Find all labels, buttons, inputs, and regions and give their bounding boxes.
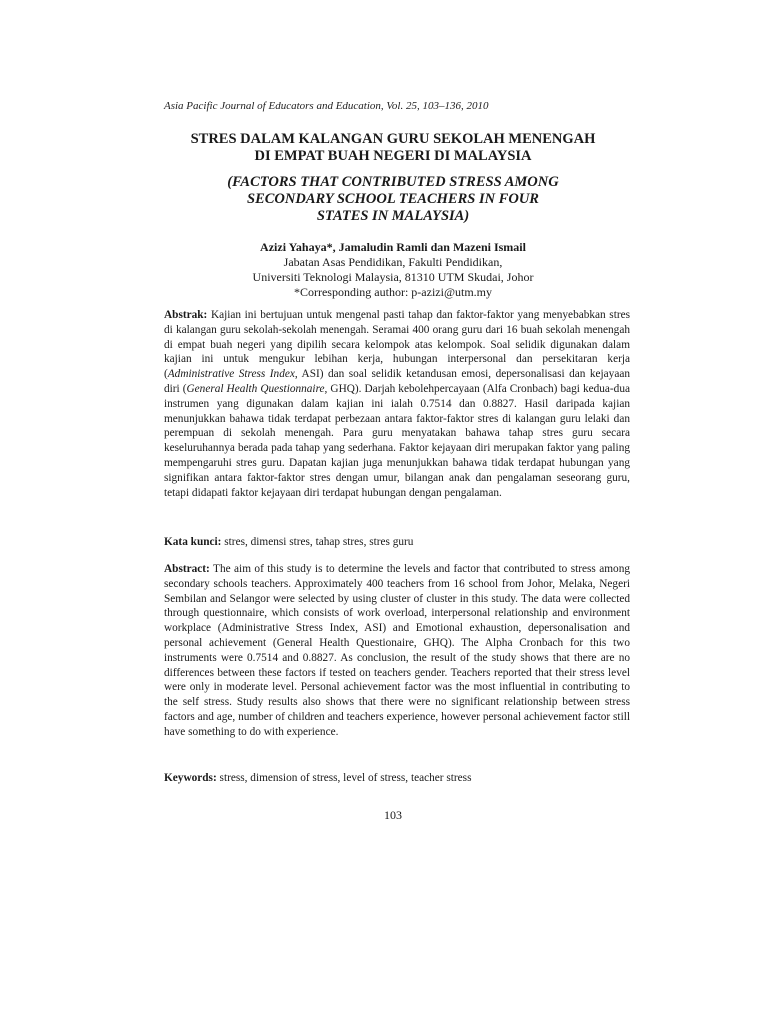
abstract-text: The aim of this study is to determine the levels and factor that contributed to stress among secondary schools teachers. Approximately 400 teachers from 16 school from Johor, Melaka, Negeri Sembilan and Selangor were selected by using cluster of cluster in this study. The data were collected through questionnaire, which consists of work overload, interpersonal relationship and environment workplace (Administrative Stress Index, ASI) and Emotional exhaustion, depersonalisation and personal achievement (General Health Questionaire, GHQ). The Alpha Cronbach for this two instruments were 0.7514 and 0.8827. As conclusion, the result of the study shows that there are no differences between these factors if tested on teachers gender. Teachers reported that their stress level were only in moderate level. Personal achievement factor was the most influential in contributing to the self stress. Study results also shows that there were no significant relationship between stress factors and age, number of children and teachers experience, however personal achievement factor still have something to do with experience.	[164, 563, 630, 738]
abstrak-text-1: Kajian ini bertujuan untuk mengenal pasti tahap dan faktor-faktor yang menyebabkan stres di kalangan guru sekolah-sekolah menengah. Seramai 400 orang guru dari 16 buah sekolah menengah di empat buah negeri yang dipilih secara kelompok atas kelompok. Soal selidik digunakan dalam kajian ini untuk mengukur lebihan kerja, hubungan interpersonal dan persekitaran kerja (	[164, 309, 631, 381]
affiliation	[150, 255, 636, 300]
abstrak-paragraph	[164, 308, 630, 500]
abstrak-label: Abstrak:	[164, 309, 208, 321]
kata-kunci	[164, 535, 630, 550]
abstrak-italic-asi: Administrative Stress Index	[167, 368, 295, 381]
keywords-label: Keywords:	[164, 772, 217, 784]
title-malay	[150, 131, 636, 165]
abstrak-italic-ghq: General Health Questionnaire,	[186, 382, 328, 395]
keywords	[164, 771, 630, 786]
title-english-line-2: SECONDARY SCHOOL TEACHERS IN FOUR	[247, 191, 539, 207]
kata-kunci-text: stres, dimensi stres, tahap stres, stres guru	[224, 536, 414, 548]
keywords-text: stress, dimension of stress, level of stress, teacher stress	[219, 772, 472, 784]
corresponding-author: *Corresponding author: p-azizi@utm.my	[293, 285, 492, 299]
title-english-line-3: STATES IN MALAYSIA)	[316, 208, 470, 224]
affiliation-line-1: Jabatan Asas Pendidikan, Fakulti Pendidikan,	[283, 255, 503, 269]
authors: Azizi Yahaya*, Jamaludin Ramli dan Mazeni Ismail	[260, 240, 526, 254]
title-english	[150, 174, 636, 225]
abstract-label: Abstract:	[164, 563, 210, 575]
abstract-paragraph	[164, 562, 630, 740]
abstrak-text-3: GHQ). Darjah kebolehpercayaan (Alfa Cronbach) bagi kedua-dua instrumen yang digunakan dalam kajian ini ialah 0.7514 dan 0.8827. Hasil daripada kajian menunjukkan bahawa tidak terdapat perbezaan antara faktor-faktor stres di kalangan guru lelaki dan perempuan di sekolah menengah. Para guru menyatakan bahawa tahap stres guru secara keseluruhannya berada pada tahap yang sederhana. Faktor kejayaan diri merupakan faktor yang paling mempengaruhi stres guru. Dapatan kajian juga menunjukkan bahawa tidak terdapat hubungan yang signifikan antara faktor-faktor stres dengan umur, bilangan anak dan pengalaman seseorang guru, tetapi didapati faktor kejayaan diri terdapat hubungan dengan pengalaman.	[164, 382, 630, 499]
abstrak-text-2: , ASI) dan soal selidik ketandusan emosi, depersonalisasi dan kejayaan diri (	[164, 368, 631, 395]
affiliation-line-2: Universiti Teknologi Malaysia, 81310 UTM Skudai, Johor	[252, 270, 534, 284]
kata-kunci-label: Kata kunci:	[164, 536, 222, 548]
title-malay-line-1: STRES DALAM KALANGAN GURU SEKOLAH MENENGAH	[190, 131, 596, 147]
title-malay-line-2: DI EMPAT BUAH NEGERI DI MALAYSIA	[254, 148, 532, 164]
journal-citation: Asia Pacific Journal of Educators and Education, Vol. 25, 103–136, 2010	[164, 100, 489, 112]
page-number: 103	[384, 808, 402, 822]
title-english-line-1: (FACTORS THAT CONTRIBUTED STRESS AMONG	[227, 174, 559, 190]
